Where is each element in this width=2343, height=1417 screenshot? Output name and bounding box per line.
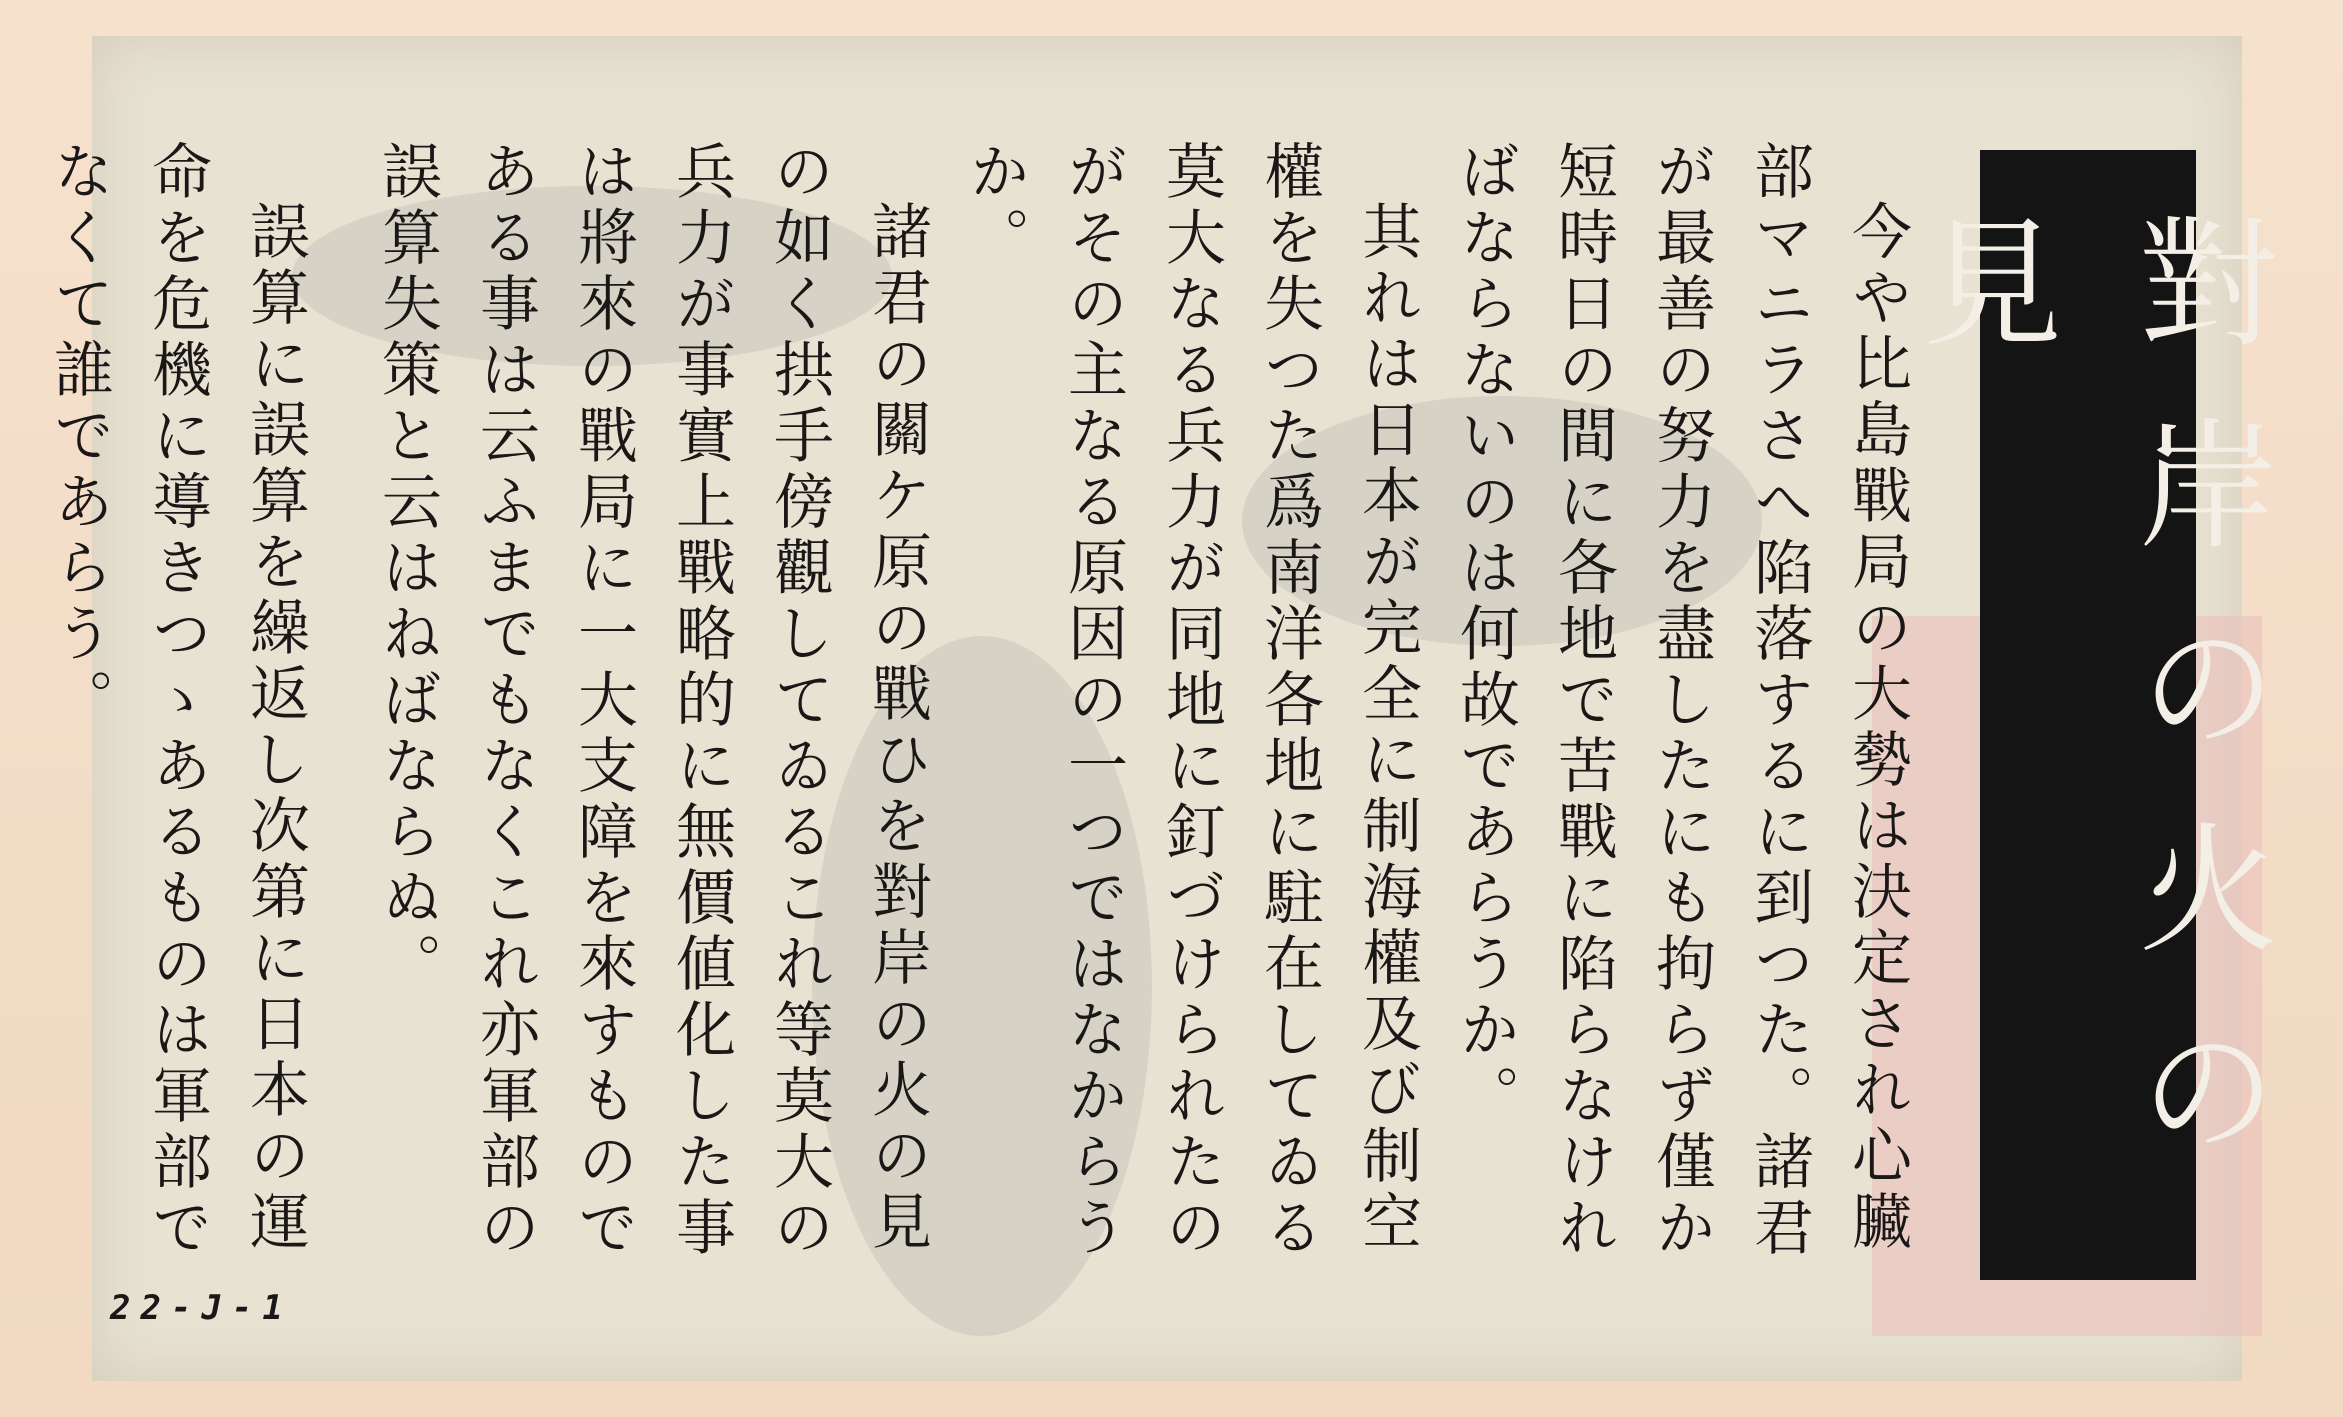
serial-stamp: 22-J-1 xyxy=(110,1288,293,1328)
title-banner xyxy=(1899,150,2278,1280)
paragraph: 諸君の關ケ原の戰ひを對岸の火の見の如く拱手傍觀してゐるこれ等莫大の兵力が事實上戰略的に無價値化した事は將來の戰局に一大支障を來すものである事は云ふまでもなくこれ亦軍部の誤算失策と云はねばならぬ。 xyxy=(372,140,932,1262)
leaflet-body xyxy=(44,140,1926,1290)
paragraph: 誤算に誤算を繰返し次第に日本の運命を危機に導きつゝあるものは軍部でなくて誰であらう。 xyxy=(44,140,310,1262)
paragraph: 今や比島戰局の大勢は決定され心臟部マニラさへ陷落するに到つた。諸君が最善の努力を盡したにも拘らず僅か短時日の間に各地で苦戰に陷らなければならないのは何故であらうか。 xyxy=(1450,140,1912,1262)
paragraph: 其れは日本が完全に制海權及び制空權を失つた爲南洋各地に駐在してゐる莫大なる兵力が同地に釘づけられたのがその主なる原因の一つではなからうか。 xyxy=(960,140,1422,1262)
page-title: 對岸の火の見 xyxy=(1899,210,2278,1220)
